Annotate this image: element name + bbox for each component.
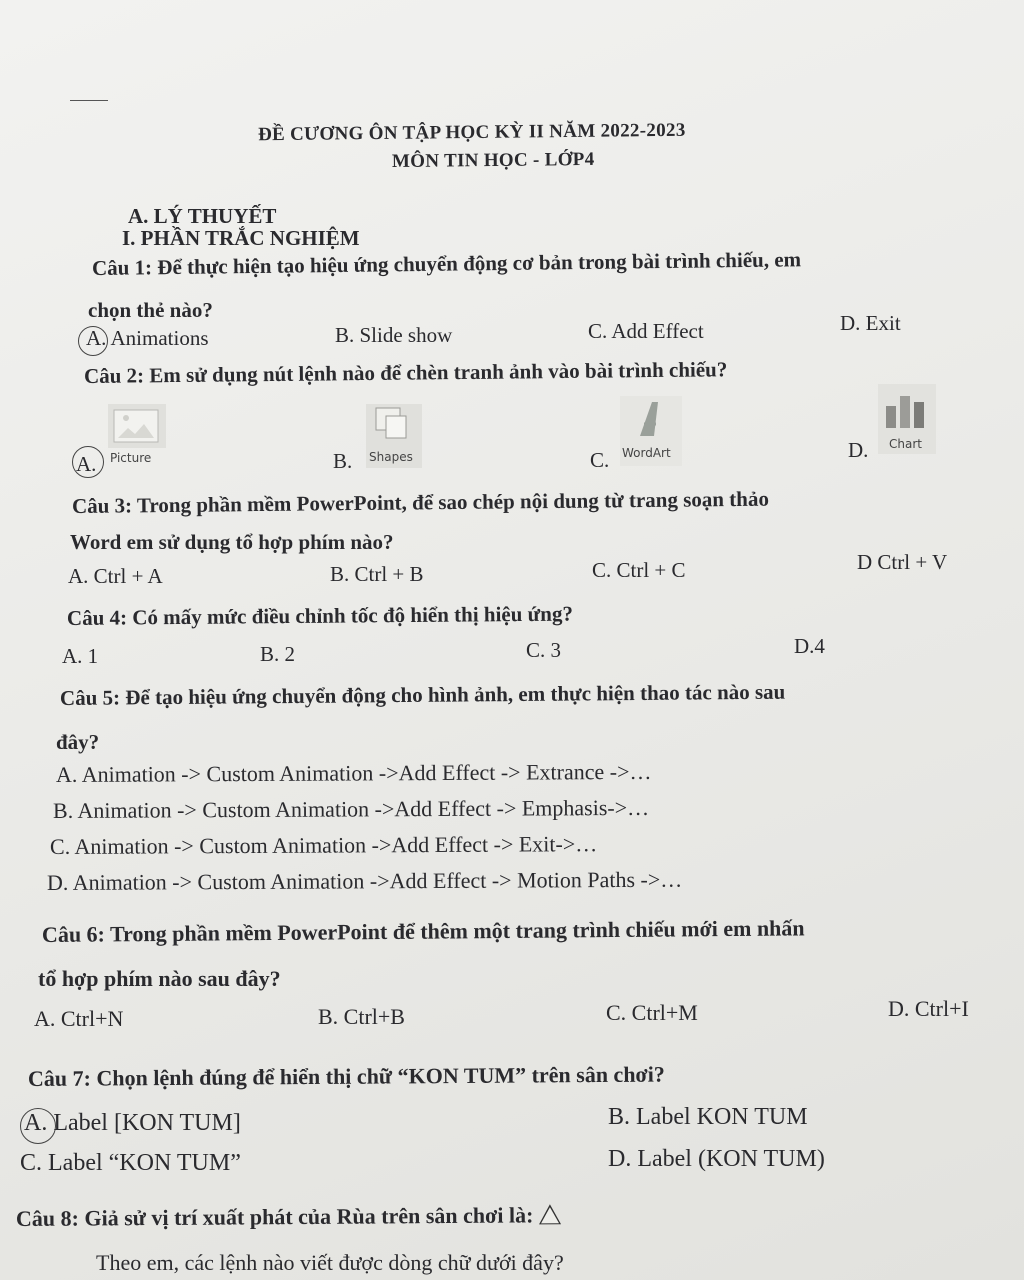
question-5-line-2: đây? <box>56 730 100 754</box>
question-8 <box>16 1202 562 1232</box>
pen-mark <box>70 100 108 101</box>
q1-option-b: B. Slide show <box>335 323 453 347</box>
title-line-1: ĐỀ CƯƠNG ÔN TẬP HỌC KỲ II NĂM 2022-2023 <box>257 119 686 146</box>
turtle-triangle-icon <box>539 1204 561 1224</box>
q6-option-b: B. Ctrl+B <box>318 1004 405 1029</box>
q4-option-a: A. 1 <box>62 644 99 668</box>
wordart-button-label: WordArt <box>622 446 671 460</box>
question-3-line-1: Câu 3: Trong phần mềm PowerPoint, để sao chép nội dung từ trang soạn thảo <box>71 486 770 518</box>
section-i-heading: I. PHẦN TRẮC NGHIỆM <box>122 226 360 250</box>
question-8-text: Câu 8: Giả sử vị trí xuất phát của Rùa trên sân chơi là: <box>15 1202 534 1231</box>
q3-option-c: C. Ctrl + C <box>592 558 686 582</box>
question-1-line-1: Câu 1: Để thực hiện tạo hiệu ứng chuyển động cơ bản trong bài trình chiếu, em <box>91 247 802 280</box>
q7-option-a: A. Label [KON TUM] <box>24 1110 241 1136</box>
question-5-line-1: Câu 5: Để tạo hiệu ứng chuyển động cho hình ảnh, em thực hiện thao tác nào sau <box>59 679 786 710</box>
q6-option-c: C. Ctrl+M <box>606 1000 698 1025</box>
q7-option-d: D. Label (KON TUM) <box>608 1146 825 1172</box>
q3-option-a: A. Ctrl + A <box>68 564 163 588</box>
q5-option-b: B. Animation -> Custom Animation ->Add Effect -> Emphasis->… <box>52 794 650 823</box>
chart-button-label: Chart <box>889 437 922 451</box>
question-3-line-2: Word em sử dụng tổ hợp phím nào? <box>70 530 394 554</box>
q1-option-c: C. Add Effect <box>588 319 704 343</box>
q6-option-a: A. Ctrl+N <box>34 1006 124 1031</box>
q2-option-a: A. <box>76 452 97 476</box>
title-line-2: MÔN TIN HỌC - LỚP4 <box>391 148 595 173</box>
q4-option-c: C. 3 <box>526 638 562 662</box>
q3-option-b: B. Ctrl + B <box>330 562 424 586</box>
q7-option-c: C. Label “KON TUM” <box>20 1150 241 1176</box>
q5-option-d: D. Animation -> Custom Animation ->Add Effect -> Motion Paths ->… <box>46 866 683 895</box>
q2-option-b: B. <box>333 449 353 473</box>
q2-option-d: D. <box>848 438 869 462</box>
section-a-heading: A. LÝ THUYẾT <box>128 204 277 228</box>
q5-option-a: A. Animation -> Custom Animation ->Add Effect -> Extrance ->… <box>55 758 652 787</box>
q1-option-d: D. Exit <box>840 311 901 335</box>
q2-option-c: C. <box>590 448 610 472</box>
shapes-button-label: Shapes <box>369 450 413 464</box>
q7-option-b: B. Label KON TUM <box>608 1104 808 1130</box>
question-1-line-2: chọn thẻ nào? <box>88 298 213 322</box>
question-7: Câu 7: Chọn lệnh đúng để hiển thị chữ “KON TUM” trên sân chơi? <box>27 1061 665 1091</box>
picture-icon <box>108 404 166 448</box>
picture-button-label: Picture <box>110 451 152 465</box>
question-8-line-2: Theo em, các lệnh nào viết được dòng chữ dưới đây? <box>96 1250 564 1275</box>
question-6-line-1: Câu 6: Trong phần mềm PowerPoint để thêm một trang trình chiếu mới em nhấn <box>41 915 805 947</box>
q4-option-d: D.4 <box>794 634 825 658</box>
q6-option-d: D. Ctrl+I <box>888 996 969 1021</box>
q3-option-d: D Ctrl + V <box>857 550 948 574</box>
q4-option-b: B. 2 <box>260 642 296 666</box>
question-6-line-2: tổ hợp phím nào sau đây? <box>38 966 281 991</box>
q1-option-a: A. Animations <box>86 326 209 350</box>
q5-option-c: C. Animation -> Custom Animation ->Add Effect -> Exit->… <box>49 831 598 859</box>
question-2: Câu 2: Em sử dụng nút lệnh nào để chèn tranh ảnh vào bài trình chiếu? <box>83 357 728 388</box>
question-4: Câu 4: Có mấy mức điều chỉnh tốc độ hiển thị hiệu ứng? <box>66 601 574 630</box>
